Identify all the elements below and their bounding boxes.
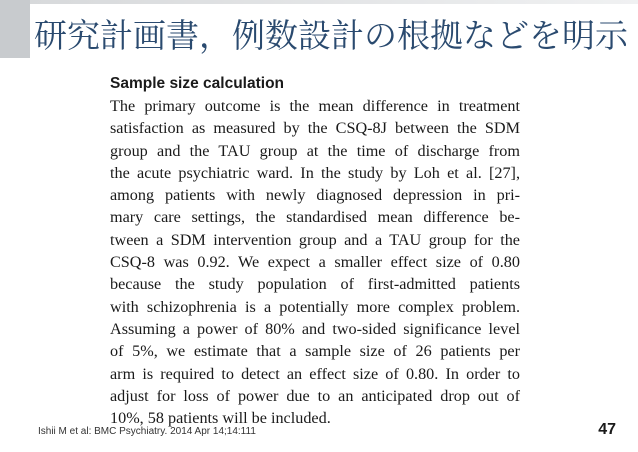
paragraph-line: arm is required to detect an effect size of 0.80. In order to <box>110 364 520 383</box>
paragraph-line: the acute psychiatric ward. In the study by Loh et al. [27], <box>110 163 520 182</box>
paragraph-line: among patients with newly diagnosed depression in pri- <box>110 186 520 205</box>
section-heading: Sample size calculation <box>110 75 285 92</box>
paragraph-line: with schizophrenia is a potentially more complex problem. <box>110 297 520 316</box>
citation: Ishii M et al: BMC Psychiatry. 2014 Apr 14;14:111 <box>38 426 256 437</box>
paragraph-line: adjust for loss of power due to an anticipated drop out of <box>110 386 520 405</box>
paragraph-line: The primary outcome is the mean difference in treatment <box>110 97 520 115</box>
paragraph-line: Assuming a power of 80% and two-sided significance level <box>110 319 520 338</box>
paragraph-line: of 5%, we estimate that a sample size of 26 patients per <box>110 342 520 361</box>
paper-excerpt <box>110 74 520 429</box>
paragraph-line: 10%, 58 patients will be included. <box>110 409 331 428</box>
slide-title: 研究計画書，例数設計の根拠などを明示 <box>34 16 628 55</box>
paragraph-line: because the study population of first-admitted patients <box>110 275 520 294</box>
paragraph-line: satisfaction as measured by the CSQ-8J between the SDM <box>110 119 520 138</box>
excerpt-paragraph <box>110 95 520 429</box>
title-top-band <box>30 0 638 4</box>
page-number: 47 <box>598 421 616 438</box>
paragraph-line: CSQ-8 was 0.92. We expect a smaller effect size of 0.80 <box>110 253 520 272</box>
paragraph-line: mary care settings, the standardised mean difference be- <box>110 208 520 227</box>
paragraph-line: tween a SDM intervention group and a TAU group for the <box>110 230 520 249</box>
paragraph-line: group and the TAU group at the time of discharge from <box>110 141 520 160</box>
title-corner-accent <box>0 0 30 58</box>
